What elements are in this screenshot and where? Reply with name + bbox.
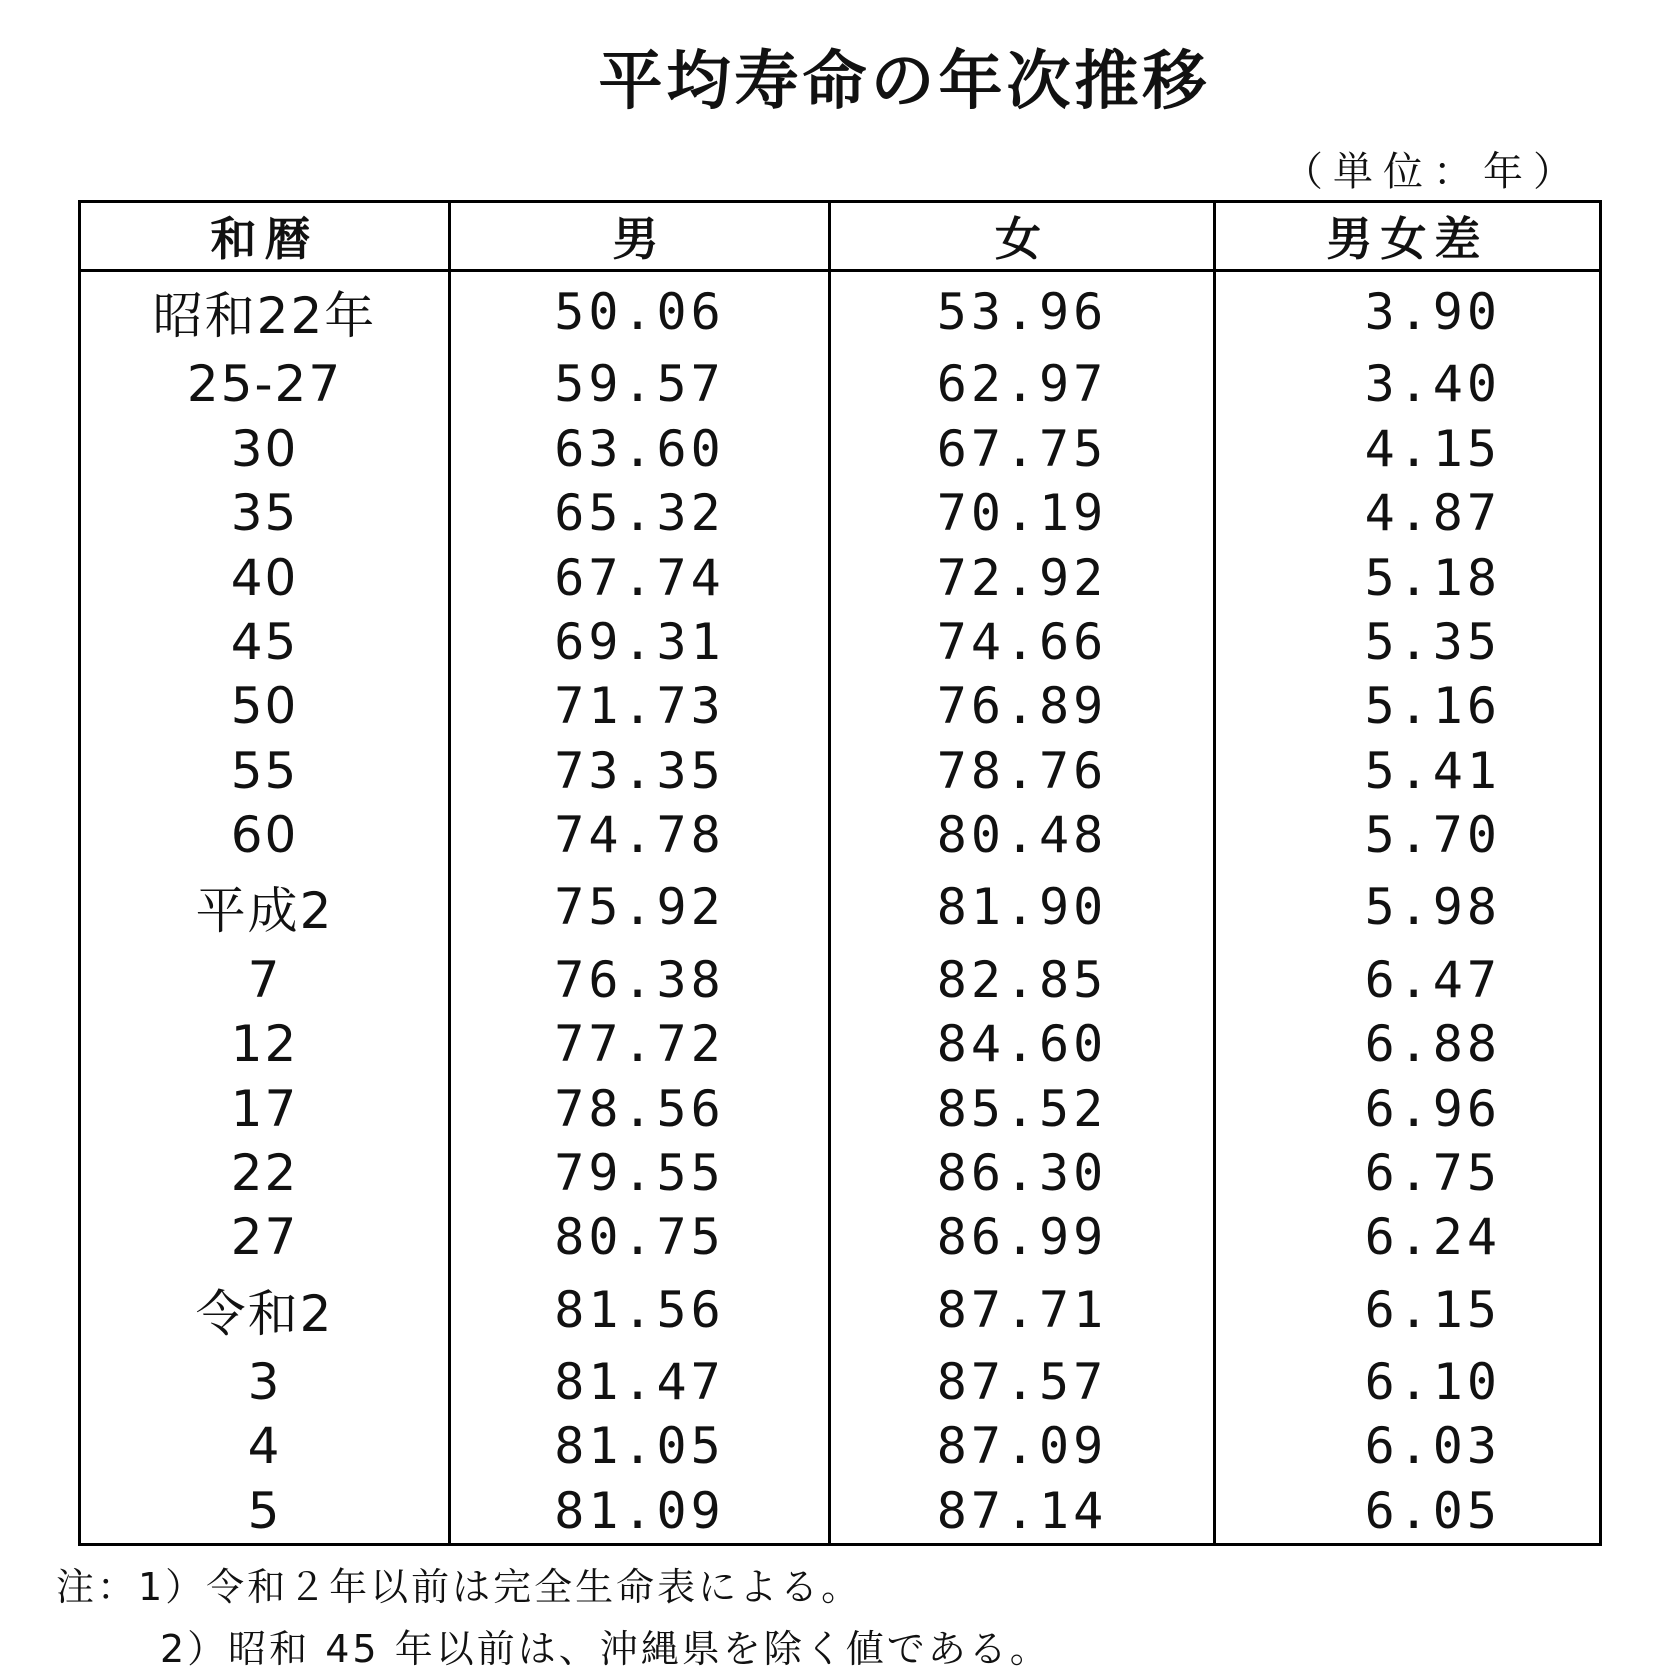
cell-difference: 6.47 (1215, 947, 1601, 1011)
table-row (80, 1414, 1601, 1478)
cell-era: 12 (80, 1012, 450, 1076)
cell-male: 78.56 (450, 1076, 830, 1140)
cell-era: 7 (80, 947, 450, 1011)
cell-male: 80.75 (450, 1205, 830, 1269)
cell-male: 79.55 (450, 1141, 830, 1205)
cell-male: 50.06 (450, 271, 830, 353)
cell-era: 50 (80, 674, 450, 738)
cell-female: 74.66 (830, 610, 1215, 674)
table-row (80, 947, 1601, 1011)
footnotes (56, 1556, 1051, 1680)
table-header-row (80, 202, 1601, 271)
cell-difference: 4.87 (1215, 481, 1601, 545)
cell-male: 76.38 (450, 947, 830, 1011)
cell-era: 令和2 (80, 1270, 450, 1350)
table-row (80, 868, 1601, 948)
cell-era: 22 (80, 1141, 450, 1205)
cell-difference: 3.90 (1215, 271, 1601, 353)
table-row (80, 803, 1601, 867)
cell-era: 4 (80, 1414, 450, 1478)
cell-difference: 4.15 (1215, 417, 1601, 481)
cell-female: 72.92 (830, 545, 1215, 609)
table-body (80, 271, 1601, 1545)
header-female: 女 (830, 202, 1215, 271)
cell-male: 65.32 (450, 481, 830, 545)
cell-difference: 6.15 (1215, 1270, 1601, 1350)
cell-female: 87.09 (830, 1414, 1215, 1478)
cell-female: 78.76 (830, 739, 1215, 803)
cell-era: 3 (80, 1350, 450, 1414)
cell-era: 5 (80, 1478, 450, 1544)
cell-female: 81.90 (830, 868, 1215, 948)
cell-era: 27 (80, 1205, 450, 1269)
cell-male: 77.72 (450, 1012, 830, 1076)
cell-female: 80.48 (830, 803, 1215, 867)
page-title: 平均寿命の年次推移 (598, 45, 1211, 119)
cell-female: 87.71 (830, 1270, 1215, 1350)
header-difference: 男女差 (1215, 202, 1601, 271)
cell-difference: 6.10 (1215, 1350, 1601, 1414)
cell-female: 82.85 (830, 947, 1215, 1011)
cell-female: 85.52 (830, 1076, 1215, 1140)
table-row (80, 1270, 1601, 1350)
table-row (80, 1012, 1601, 1076)
table-row (80, 739, 1601, 803)
cell-male: 75.92 (450, 868, 830, 948)
cell-male: 74.78 (450, 803, 830, 867)
cell-difference: 6.24 (1215, 1205, 1601, 1269)
cell-difference: 6.96 (1215, 1076, 1601, 1140)
cell-era: 17 (80, 1076, 450, 1140)
cell-male: 73.35 (450, 739, 830, 803)
cell-era: 40 (80, 545, 450, 609)
cell-difference: 5.18 (1215, 545, 1601, 609)
cell-female: 62.97 (830, 352, 1215, 416)
cell-difference: 5.35 (1215, 610, 1601, 674)
table-row (80, 1141, 1601, 1205)
header-male: 男 (450, 202, 830, 271)
cell-female: 70.19 (830, 481, 1215, 545)
cell-era: 平成2 (80, 868, 450, 948)
footnote-2: 2）昭和 45 年以前は、沖縄県を除く値である。 (160, 1627, 1051, 1671)
cell-era: 45 (80, 610, 450, 674)
table-row (80, 1205, 1601, 1269)
cell-difference: 5.16 (1215, 674, 1601, 738)
cell-difference: 6.05 (1215, 1478, 1601, 1544)
table-row (80, 271, 1601, 353)
cell-difference: 6.03 (1215, 1414, 1601, 1478)
table-row (80, 674, 1601, 738)
cell-era: 35 (80, 481, 450, 545)
cell-female: 87.14 (830, 1478, 1215, 1544)
unit-label: （単位：年） (1283, 149, 1583, 195)
table-row (80, 417, 1601, 481)
table-row (80, 352, 1601, 416)
cell-male: 81.09 (450, 1478, 830, 1544)
cell-female: 53.96 (830, 271, 1215, 353)
cell-difference: 5.41 (1215, 739, 1601, 803)
cell-female: 67.75 (830, 417, 1215, 481)
cell-male: 59.57 (450, 352, 830, 416)
cell-male: 81.05 (450, 1414, 830, 1478)
footnote-1: 注：1）令和２年以前は完全生命表による。 (56, 1565, 863, 1609)
cell-era: 60 (80, 803, 450, 867)
cell-male: 63.60 (450, 417, 830, 481)
cell-difference: 6.88 (1215, 1012, 1601, 1076)
table-row (80, 545, 1601, 609)
cell-era: 昭和22年 (80, 271, 450, 353)
cell-male: 81.47 (450, 1350, 830, 1414)
cell-male: 71.73 (450, 674, 830, 738)
cell-male: 81.56 (450, 1270, 830, 1350)
cell-male: 69.31 (450, 610, 830, 674)
table-row (80, 1478, 1601, 1544)
cell-female: 87.57 (830, 1350, 1215, 1414)
cell-era: 30 (80, 417, 450, 481)
cell-female: 76.89 (830, 674, 1215, 738)
cell-era: 55 (80, 739, 450, 803)
header-era: 和暦 (80, 202, 450, 271)
cell-era: 25-27 (80, 352, 450, 416)
cell-difference: 5.98 (1215, 868, 1601, 948)
cell-female: 86.30 (830, 1141, 1215, 1205)
cell-female: 84.60 (830, 1012, 1215, 1076)
life-expectancy-table (78, 200, 1602, 1546)
cell-difference: 5.70 (1215, 803, 1601, 867)
table-row (80, 1076, 1601, 1140)
table-row (80, 481, 1601, 545)
cell-difference: 3.40 (1215, 352, 1601, 416)
cell-difference: 6.75 (1215, 1141, 1601, 1205)
table-row (80, 610, 1601, 674)
table-row (80, 1350, 1601, 1414)
cell-male: 67.74 (450, 545, 830, 609)
cell-female: 86.99 (830, 1205, 1215, 1269)
